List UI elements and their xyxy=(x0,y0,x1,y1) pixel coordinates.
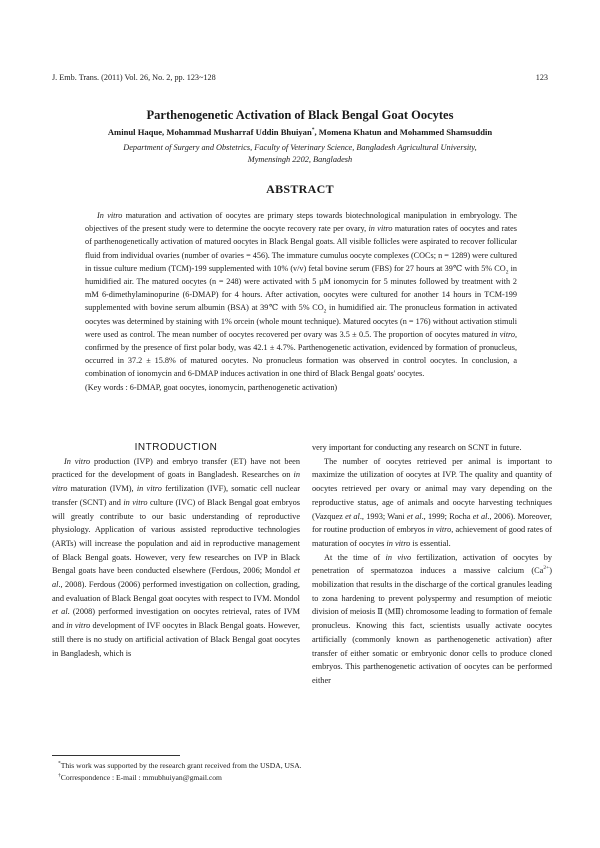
corresponding-author-mark: * xyxy=(311,127,315,134)
paper-title: Parthenogenetic Activation of Black Bengal Goat Oocytes xyxy=(146,108,454,122)
correspondence-footnote: †Correspondence : E-mail : mmubhuiyan@gmail.com xyxy=(58,772,222,782)
journal-citation: J. Emb. Trans. (2011) Vol. 26, No. 2, pp. 123~128 xyxy=(52,73,216,82)
footnotes xyxy=(58,760,302,784)
abstract-paragraph: In vitro maturation and activation of oocytes are primary steps towards biotechnological manipulation in embryology. The objectives of the present study were to determine the oocyte recovery rate per ovary, in vitro maturation rates of oocytes and rates of parthenogenetically activation of matured oocytes in Black Bengal goats. All visible follicles were aspirated to recover follicular fluid from individual ovaries (number of ovaries = 456). The immature cumulus oocyte complexes (COCs; n = 1289) were cultured in tissue culture medium (TCM)-199 supplemented with 10% (v/v) fetal bovine serum (FBS) for 27 hours at 39℃ with 5% $CO_2$ in humidified air. The matured oocytes (n = 248) were activated with 5 μM ionomycin for 5 minutes followed by treatment with 2 mM 6-dimethylaminopurine (6-DMAP) for 4 hours. After activation, oocytes were cultured for another 14 hours in TCM-199 supplemented with bovine serum albumin (BSA) at 39℃ with 5% $CO_2$ in humidified air. The pronucleus formation in activated oocytes was determined by staining with 1% orcein (whole mount technique). Matured oocytes (n = 176) without activation stimuli were used as control. The mean number of oocytes recovered per ovary was 3.5 ± 0.5. The proportion of oocytes matured in vitro, confirmed by the presence of first polar body, was 42.1 ± 4.7%. Parthenogenetic activation, evidenced by formation of pronucleus, occurred in 37.2 ± 15.8% of matured oocytes. No pronucleus formation was observed in control oocytes. In conclusion, a combination of ionomycin and 6-DMAP induces activation in one third of Black Bengal goats' oocytes. xyxy=(85,211,517,379)
affiliation xyxy=(60,142,540,166)
intro-paragraph-3: At the time of in vivo fertilization, activation of oocytes by penetration of spermatozoa induces a massive calcium $(Ca^{2+})$ mobilization that results in the discharge of the cortical granules leading to zona hardening to prevent polyspermy and resumption of meiotic division of meiosis Ⅱ (MⅡ) chromosome leading to formation of female pronucleus. Knowing this fact, scientists usually activate oocytes artificially (commonly known as parthenogenetic activation) after transfer of either somatic or embryonic donor cells to produce cloned embryos. This parthenogenetic activation of oocytes can be performed either xyxy=(312,552,552,685)
affiliation-line-1: Department of Surgery and Obstetrics, Faculty of Veterinary Science, Bangladesh Agricultural University, xyxy=(123,143,477,152)
intro-paragraph-1: In vitro production (IVP) and embryo transfer (ET) have not been practiced for the development of goats in Bangladesh. Researches on in vitro maturation (IVM), in vitro fertilization (IVF), somatic cell nuclear transfer (SCNT) and in vitro culture (IVC) of Black Bengal goat embryos will greatly contribute to our basic understanding of reproductive physiology. Application of various assisted reproductive technologies (ARTs) will increase the population and aid in reproductive management of Black Bengal goats. However, very few researches on IVP in Black Bengal goats have been conducted elsewhere (Ferdous, 2006; Mondol et al., 2008). Ferdous (2006) performed investigation on collection, grading, and evaluation of Black Bengal goat oocytes with respect to IVM. Mondol et al. (2008) performed investigation on oocytes retrieval, rates of IVM and in vitro development of IVF oocytes in Black Bengal goats. However, still there is no study on artificial activation of Black Bengal goat oocytes in Bangladesh, which is xyxy=(52,456,301,658)
abstract-heading: ABSTRACT xyxy=(266,182,334,196)
affiliation-line-2: Mymensingh 2202, Bangladesh xyxy=(247,155,353,164)
left-column xyxy=(52,441,300,660)
author-list xyxy=(40,127,560,137)
funding-footnote: *This work was supported by the research grant received from the USDA, USA. xyxy=(58,760,302,770)
authors-part-2: , Momena Khatun and Mohammed Shamsuddin xyxy=(314,127,493,137)
authors-part-1: Aminul Haque, Mohammad Musharraf Uddin Bhuiyan xyxy=(107,127,312,137)
right-column xyxy=(312,441,552,688)
footnote-divider xyxy=(52,755,180,756)
intro-paragraph-2: The number of oocytes retrieved per animal is important to maximize the utilization of oocytes at IVP. The quality and quantity of oocytes retrieved per ovary or animal may vary depending on the reproductive status, age of animals and oocyte harvesting techniques (Vazquez et al., 1993; Wani et al., 1999; Rocha et al., 2006). Moreover, for routine production of embryos in vitro, achievement of good rates of maturation of oocytes in vitro is essential. xyxy=(312,456,553,548)
page-number: 123 xyxy=(535,73,548,82)
introduction-heading: INTRODUCTION xyxy=(134,442,218,453)
keywords: (Key words : 6-DMAP, goat oocytes, ionomycin, parthenogenetic activation) xyxy=(85,382,338,392)
abstract-body xyxy=(85,209,517,394)
intro-paragraph-1-continued: very important for conducting any research on SCNT in future. xyxy=(312,443,522,452)
